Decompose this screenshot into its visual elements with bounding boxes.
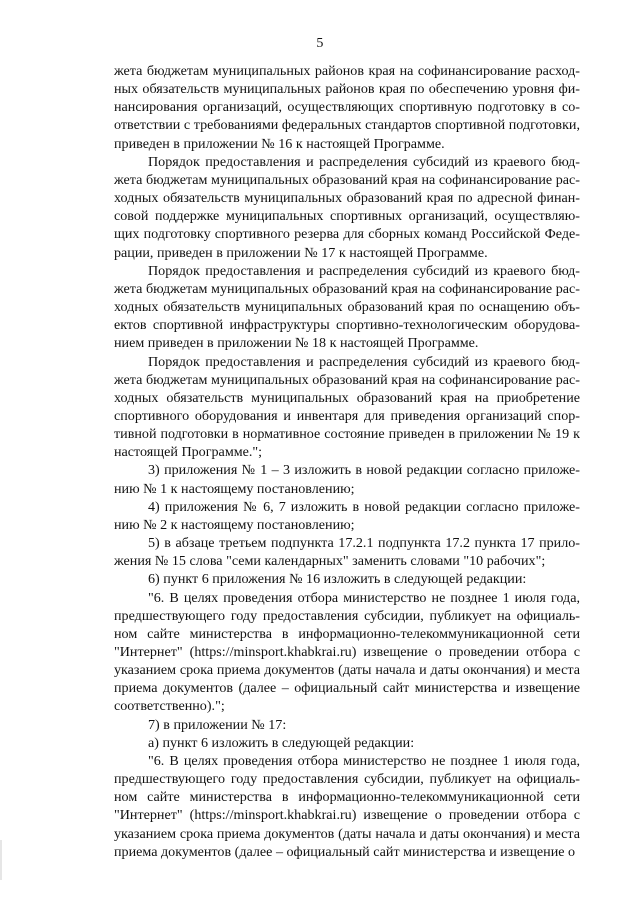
paragraph-quoted-point-6-appendix-16: "6. В целях проведения отбора министерство не позднее 1 июля года, предшествующего году предоставления субсидии, публикует на официальном сайте министерства в информационно-телекоммуникационной сети "Интернет" (https://minsport.khabkrai.ru) извещение о проведении отбора с указанием срока приема документов (даты начала и даты окончания) и места приема документов (далее – официальный сайт министерства и извещение соответственно)."; (114, 589, 580, 715)
paragraph-subsidy-procedure-18: Порядок предоставления и распределения субсидий из краевого бюджета бюджетам муниципальных образований края на софинансирование расходных обязательств муниципальных образований края по оснащению объектов спортивной инфраструктуры спортивно-технологическим оборудованием приведен в приложении № 18 к настоящей Программе. (114, 262, 580, 352)
paragraph-item-3: 3) приложения № 1 – 3 изложить в новой редакции согласно приложению № 1 к настоящему постановлению; (114, 462, 580, 497)
paragraph-subsidy-procedure-17: Порядок предоставления и распределения субсидий из краевого бюджета бюджетам муниципальных образований края на софинансирование расходных обязательств муниципальных образований края по адресной финансовой поддержке муниципальных спортивных организаций, осуществляющих подготовку спортивного резерва для сборных команд Российской Федерации, приведен в приложении № 17 к настоящей Программе. (114, 153, 580, 261)
paragraph-item-7: 7) в приложении № 17: (148, 716, 287, 733)
paragraph-quoted-point-6-appendix-17: "6. В целях проведения отбора министерство не позднее 1 июля года, предшествующего году предоставления субсидии, публикует на официальном сайте министерства в информационно-телекоммуникационной сети "Интернет" (https://minsport.khabkrai.ru) извещение о проведении отбора с указанием срока приема документов (даты начала и даты окончания) и места приема документов (далее – официальный сайт министерства и извещение о (114, 752, 580, 860)
paragraph-item-6: 6) пункт 6 приложения № 16 изложить в следующей редакции: (148, 571, 527, 588)
scan-edge-mark (0, 840, 2, 880)
paragraph-subsidy-procedure-19: Порядок предоставления и распределения субсидий из краевого бюджета бюджетам муниципальных образований края на софинансирование расходных обязательств муниципальных образований края на приобретение спортивного оборудования и инвентаря для приведения организаций спортивной подготовки в нормативное состояние приведен в приложении № 19 к настоящей Программе."; (114, 353, 580, 461)
page-number: 5 (316, 36, 324, 51)
paragraph-continuation: жета бюджетам муниципальных районов края на софинансирование расходных обязательств муниципальных районов края по обеспечению уровня финансирования организаций, осуществляющих спортивную подготовку в соответствии с требованиями федеральных стандартов спортивной подготовки, приведен в приложении № 16 к настоящей Программе. (114, 63, 580, 152)
paragraph-item-4: 4) приложения № 6, 7 изложить в новой редакции согласно приложению № 2 к настоящему постановлению; (114, 498, 580, 533)
paragraph-subitem-a: а) пункт 6 изложить в следующей редакции: (148, 734, 415, 751)
document-body (114, 62, 580, 861)
paragraph-item-5: 5) в абзаце третьем подпункта 17.2.1 подпункта 17.2 пункта 17 приложения № 15 слова "семи календарных" заменить словами "10 рабочих"; (114, 535, 580, 570)
